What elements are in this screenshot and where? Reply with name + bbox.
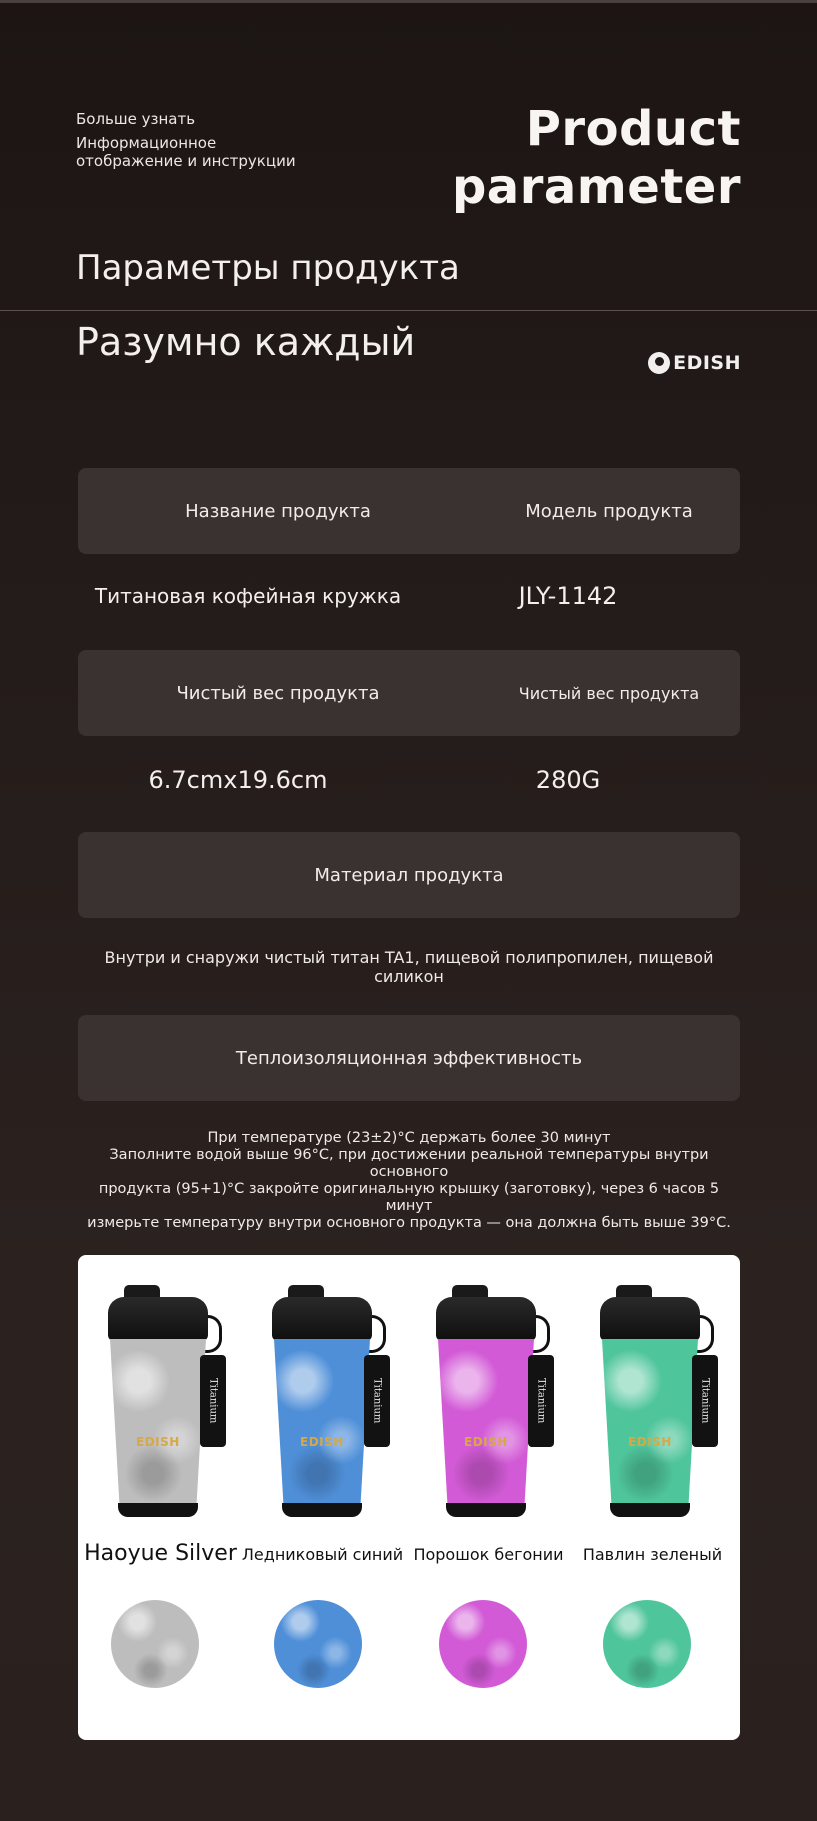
brand-mark-icon <box>648 352 670 374</box>
thermal-header-bar <box>78 1015 740 1101</box>
cup-tag: Titanium <box>528 1355 554 1447</box>
cup-logo: EDISH <box>136 1435 180 1449</box>
cup-lid <box>600 1297 700 1341</box>
spec-value-row-2 <box>78 760 740 800</box>
more-label: Больше узнать <box>76 110 196 128</box>
section-title: Параметры продукта <box>76 248 460 288</box>
cup-body <box>274 1339 370 1507</box>
cup-body <box>110 1339 206 1507</box>
section-subtitle: Разумно каждый <box>76 320 416 364</box>
cup-green-image <box>580 1285 730 1530</box>
cup-body <box>602 1339 698 1507</box>
thermal-line: При температуре (23±2)°C держать более 30 минут <box>207 1130 611 1146</box>
material-header-bar <box>78 832 740 918</box>
color-label-green: Павлин зеленый <box>582 1545 723 1564</box>
net-weight-header: Чистый вес продукта <box>176 682 380 704</box>
product-model-value: JLY-1142 <box>518 582 618 610</box>
info-block <box>76 110 316 170</box>
cup-silver-image <box>88 1285 238 1530</box>
cup-blue-image <box>252 1285 402 1530</box>
thermal-description <box>78 1130 740 1232</box>
thermal-line: измерьте температуру внутри основного продукта — она должна быть выше 39°C. <box>87 1215 731 1231</box>
cup-tag: Titanium <box>200 1355 226 1447</box>
cup-lid <box>436 1297 536 1341</box>
product-name-value: Титановая кофейная кружка <box>94 584 402 608</box>
product-name-header: Название продукта <box>185 500 371 522</box>
material-header: Материал продукта <box>314 864 504 886</box>
cup-logo: EDISH <box>464 1435 508 1449</box>
weight-value: 280G <box>535 766 601 794</box>
cup-logo: EDISH <box>628 1435 672 1449</box>
cup-pink-image <box>416 1285 566 1530</box>
color-options-panel <box>78 1255 740 1740</box>
cup-body <box>438 1339 534 1507</box>
color-label-blue: Ледниковый синий <box>241 1545 404 1564</box>
brand-logo <box>648 352 741 374</box>
thermal-line: Заполните водой выше 96°C, при достижении реальной температуры внутри основного <box>109 1147 709 1180</box>
cup-logo: EDISH <box>300 1435 344 1449</box>
spec-header-row-2 <box>78 650 740 736</box>
swatch-silver <box>111 1600 199 1688</box>
swatch-blue <box>274 1600 362 1688</box>
product-parameter-title <box>452 100 741 216</box>
swatch-pink <box>439 1600 527 1688</box>
dimensions-value: 6.7cmx19.6cm <box>148 766 328 794</box>
brand-name: EDISH <box>673 352 741 374</box>
cup-lid <box>272 1297 372 1341</box>
big-title-line2: parameter <box>451 159 741 215</box>
color-label-pink: Порошок бегонии <box>413 1545 564 1564</box>
net-weight-header-2: Чистый вес продукта <box>518 683 700 703</box>
cup-tag: Titanium <box>364 1355 390 1447</box>
cup-lid <box>108 1297 208 1341</box>
divider <box>0 310 817 311</box>
big-title-line1: Product <box>525 101 741 157</box>
color-label-silver: Haoyue Silver <box>84 1541 237 1566</box>
top-border <box>0 0 817 3</box>
material-value: Внутри и снаружи чистый титан TA1, пищевой полипропилен, пищевой силикон <box>104 948 714 986</box>
swatch-green <box>603 1600 691 1688</box>
spec-header-row-1 <box>78 468 740 554</box>
thermal-line: продукта (95+1)°C закройте оригинальную крышку (заготовку), через 6 часов 5 минут <box>98 1181 720 1214</box>
info-label: Информационное отображение и инструкции <box>76 134 296 170</box>
thermal-header: Теплоизоляционная эффективность <box>235 1047 583 1069</box>
product-model-header: Модель продукта <box>525 500 693 522</box>
cup-tag: Titanium <box>692 1355 718 1447</box>
spec-value-row-1 <box>78 576 740 616</box>
